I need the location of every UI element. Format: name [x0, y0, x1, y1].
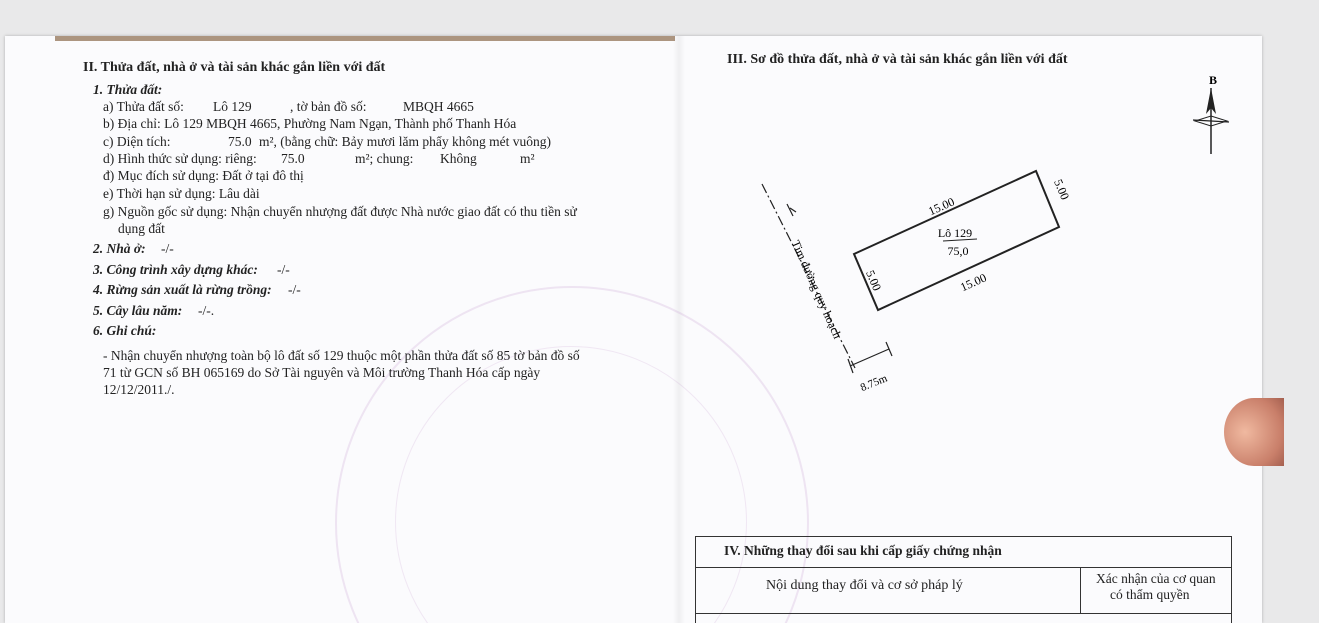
note-line-3: 12/12/2011./.: [103, 382, 175, 397]
certificate-page: [5, 36, 1262, 623]
origin-line-1: g) Nguồn gốc sử dụng: Nhận chuyển nhượng đất được Nhà nước giao đất có thu tiền sử: [103, 204, 577, 219]
notes-label: 6. Ghi chú:: [93, 323, 157, 338]
changes-col2-header-line2: có thẩm quyền: [1110, 587, 1190, 602]
note-line-1: - Nhận chuyển nhượng toàn bộ lô đất số 129 thuộc một phần thửa đất số 85 tờ bản đồ số: [103, 348, 580, 363]
forest-label: 4. Rừng sản xuất là rừng trồng:: [93, 282, 272, 297]
road-label: Tim đường quy hoạch: [788, 238, 845, 341]
section-2-title: II. Thửa đất, nhà ở và tài sản khác gắn liền với đất: [83, 60, 386, 75]
area-label: c) Diện tích:: [103, 134, 171, 149]
origin-line-2: dụng đất: [118, 221, 165, 236]
dim-bottom: 15.00: [958, 270, 989, 295]
construction-value: -/-: [277, 262, 290, 277]
usage-unit: m²: [520, 151, 535, 166]
lot-number-value: Lô 129: [213, 99, 252, 114]
changes-col-content: [696, 568, 1081, 613]
finger-thumb: [1224, 398, 1284, 466]
usage-common-label: m²; chung:: [355, 151, 414, 166]
area-in-words: m², (bằng chữ: Bảy mươi lăm phẩy không mét vuông): [259, 134, 552, 149]
changes-table: [695, 536, 1232, 623]
usage-form-label: d) Hình thức sử dụng: riêng:: [103, 151, 257, 166]
road-width: 8.75m: [858, 372, 890, 394]
map-sheet-label: , tờ bản đồ số:: [290, 99, 367, 114]
usage-private-value: 75.0: [281, 151, 305, 166]
perennial-tree-value: -/-.: [198, 303, 215, 318]
changes-col2-header-line1: Xác nhận của cơ quan: [1096, 571, 1216, 586]
perennial-tree-label: 5. Cây lâu năm:: [93, 303, 183, 318]
section-4-title: IV. Những thay đổi sau khi cấp giấy chứng nhận: [724, 543, 1002, 558]
house-label: 2. Nhà ở:: [93, 241, 146, 256]
road-width-line: [850, 349, 889, 366]
usage-purpose-line: đ) Mục đích sử dụng: Đất ở tại đô thị: [103, 168, 304, 183]
plot-diagram: [5, 36, 1262, 623]
changes-table-header: [696, 537, 1231, 568]
lot-area: 75,0: [947, 244, 969, 258]
usage-term-line: e) Thời hạn sử dụng: Lâu dài: [103, 186, 260, 201]
area-value: 75.0: [228, 134, 252, 149]
construction-label: 3. Công trình xây dựng khác:: [93, 262, 258, 277]
dim-right: 5.00: [1051, 177, 1073, 202]
lot-number-label: a) Thửa đất số:: [103, 99, 184, 114]
changes-col1-header: Nội dung thay đổi và cơ sở pháp lý: [766, 578, 963, 593]
land-title: 1. Thửa đất:: [93, 82, 163, 97]
north-arrow-icon: [1193, 88, 1229, 154]
forest-value: -/-: [288, 282, 301, 297]
dim-top: 15.00: [926, 194, 957, 219]
lot-label: Lô 129: [937, 226, 973, 240]
north-label: B: [1208, 73, 1218, 87]
map-sheet-value: MBQH 4665: [403, 99, 474, 114]
section-3-title: III. Sơ đồ thửa đất, nhà ở và tài sản khác gắn liền với đất: [727, 52, 1068, 67]
note-line-2: 71 từ GCN số BH 065169 do Sở Tài nguyên và Môi trường Thanh Hóa cấp ngày: [103, 365, 541, 380]
usage-common-value: Không: [440, 151, 477, 166]
dim-left: 5.00: [863, 268, 885, 293]
house-value: -/-: [161, 241, 174, 256]
address-line: b) Địa chỉ: Lô 129 MBQH 4665, Phường Nam Ngạn, Thành phố Thanh Hóa: [103, 116, 517, 131]
changes-table-body-row: [696, 613, 1231, 614]
